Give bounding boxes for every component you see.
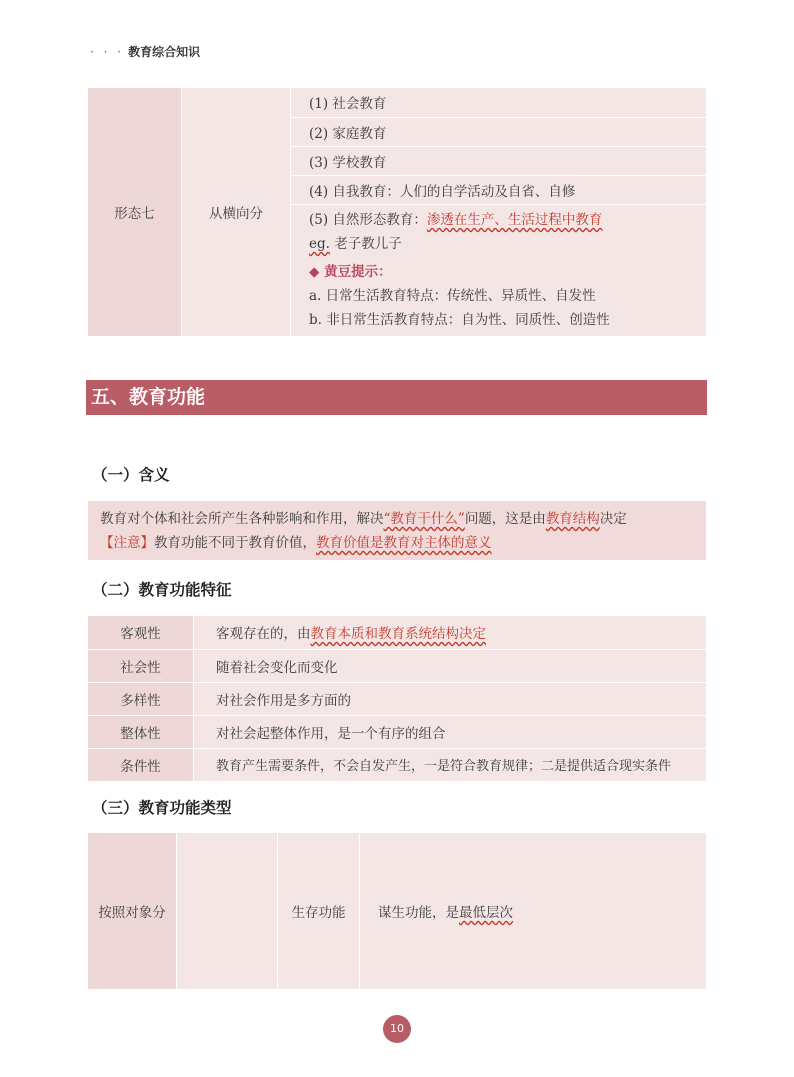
feature-row: [88, 748, 706, 781]
meaning-line1-e: 决定: [599, 511, 627, 527]
form-label: 形态七: [88, 88, 182, 336]
feature-row: [88, 649, 706, 682]
feature-value-text: 客观存在的，由: [216, 626, 311, 643]
meaning-line1-b: “教育干什么”: [383, 511, 465, 527]
meaning-line1-d: 教育结构: [545, 511, 600, 527]
subheading-features: （二）教育功能特征: [92, 580, 232, 599]
header-dots: · · ·: [90, 45, 125, 59]
tip-a: a. 日常生活教育特点：传统性、异质性、自发性: [309, 288, 596, 305]
tip-title: ◆ 黄豆提示：: [309, 264, 392, 281]
form-item-2: (2) 家庭教育: [291, 117, 707, 146]
type-basis: 按照对象分: [88, 833, 177, 989]
form-item-3: (3) 学校教育: [291, 146, 707, 175]
feature-key: 社会性: [88, 649, 194, 682]
feature-value: 对社会起整体作用，是一个有序的组合: [194, 715, 707, 748]
features-table: [88, 616, 706, 782]
type-name: 生存功能: [278, 833, 360, 989]
subheading-types: （三）教育功能类型: [92, 798, 232, 817]
item5-prefix: (5) 自然形态教育：: [309, 212, 427, 229]
form-item-1: (1) 社会教育: [291, 88, 707, 117]
feature-row: [88, 682, 706, 715]
meaning-note-label: 【注意】: [100, 535, 154, 551]
type-desc-highlight: 最低层次: [459, 905, 513, 921]
page-header: [90, 43, 200, 60]
header-title: 教育综合知识: [128, 45, 201, 59]
feature-key: 客观性: [88, 616, 194, 649]
meaning-line1-c: 问题，这是由: [464, 511, 546, 527]
type-empty-cell: [177, 833, 278, 989]
meaning-line2-b: 教育功能不同于教育价值，: [154, 535, 316, 551]
subheading-meaning: （一）含义: [92, 465, 170, 484]
eg-text: 老子教儿子: [329, 236, 402, 253]
type-desc-text: 谋生功能，是: [378, 905, 459, 921]
types-table: [88, 833, 706, 989]
feature-value: [194, 616, 707, 649]
feature-key: 条件性: [88, 748, 194, 781]
feature-row: [88, 715, 706, 748]
section-heading: 五、教育功能: [86, 380, 707, 415]
type-desc: [360, 833, 707, 989]
item5-highlight: 渗透在生产、生活过程中教育: [426, 212, 603, 229]
meaning-line2-c: 教育价值是教育对主体的意义: [316, 535, 492, 551]
feature-value-highlight: 教育本质和教育系统结构决定: [310, 626, 486, 643]
feature-key: 多样性: [88, 682, 194, 715]
meaning-line1-a: 教育对个体和社会所产生各种影响和作用，解决: [100, 511, 384, 527]
eg-label: eg.: [309, 236, 330, 253]
form-item-5: [291, 204, 707, 336]
feature-key: 整体性: [88, 715, 194, 748]
page-number: 10: [383, 1015, 411, 1043]
meaning-box: [88, 501, 706, 560]
form-basis: 从横向分: [182, 88, 291, 336]
feature-value: 随着社会变化而变化: [194, 649, 707, 682]
feature-value: 对社会作用是多方面的: [194, 682, 707, 715]
form-item-4: (4) 自我教育：人们的自学活动及自省、自修: [291, 175, 707, 204]
education-forms-table: [88, 88, 706, 336]
feature-value: 教育产生需要条件，不会自发产生，一是符合教育规律；二是提供适合现实条件: [194, 748, 707, 781]
feature-row: [88, 616, 706, 649]
tip-b: b. 非日常生活教育特点：自为性、同质性、创造性: [309, 312, 610, 329]
